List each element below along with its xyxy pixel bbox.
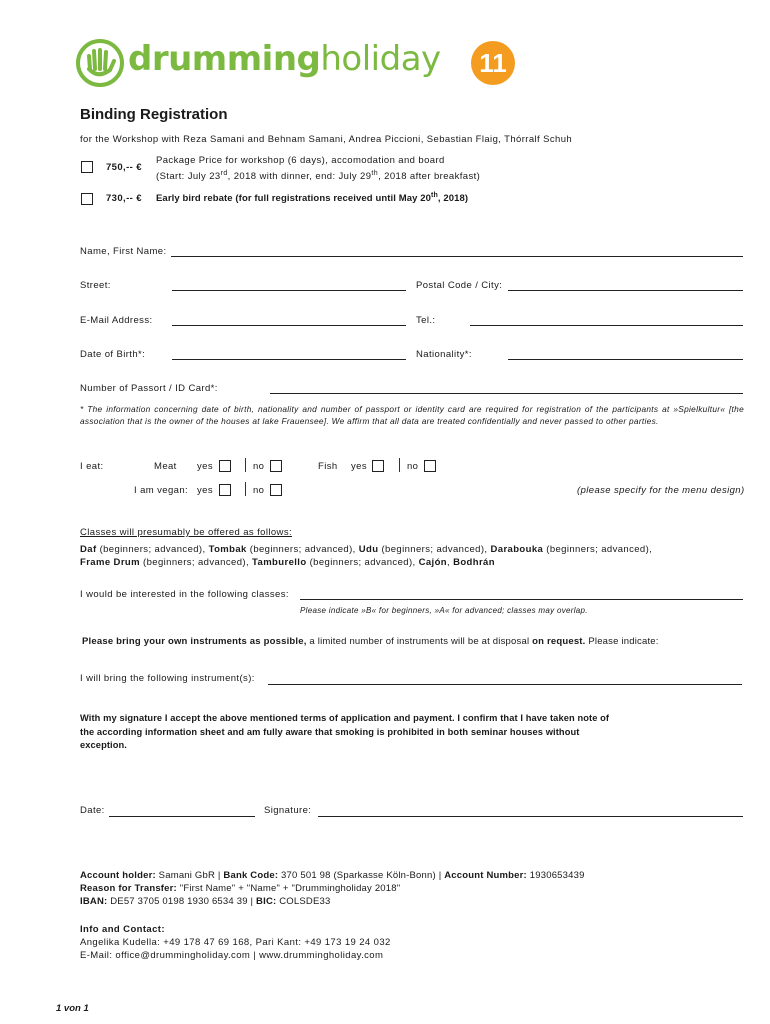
signature-label: Signature:	[264, 805, 312, 816]
email-field[interactable]	[172, 325, 406, 326]
logo	[76, 37, 526, 89]
fish-yes-label: yes	[351, 461, 367, 472]
classes-list-line2: Frame Drum (beginners; advanced), Tamburello (beginners; advanced), Cajón, Bodhrán	[80, 557, 495, 568]
interest-label: I would be interested in the following classes:	[80, 589, 289, 600]
signature-field[interactable]	[318, 816, 743, 817]
classes-list-line1: Daf (beginners; advanced), Tombak (beginners; advanced), Udu (beginners; advanced), Darabouka (beginners; advanced),	[80, 544, 653, 555]
class-name: Darabouka	[490, 544, 544, 555]
meat-no-label: no	[253, 461, 265, 472]
menu-note: (please specify for the menu design)	[577, 485, 745, 496]
page-title: Binding Registration	[80, 106, 228, 123]
class-name: Daf	[80, 544, 97, 555]
food-label: I eat:	[80, 461, 104, 472]
page-number: 1 von 1	[56, 1003, 89, 1014]
fish-yes-checkbox[interactable]	[372, 460, 384, 472]
vegan-no-checkbox[interactable]	[270, 484, 282, 496]
early-bird-text: Early bird rebate (for full registrations received until May 20th, 2018)	[156, 192, 469, 205]
email-label: E-Mail Address:	[80, 315, 153, 326]
logo-badge-number: 11	[479, 48, 507, 78]
vegan-no-label: no	[253, 485, 265, 496]
nationality-field[interactable]	[508, 359, 743, 360]
package-checkbox[interactable]	[81, 161, 93, 173]
hand-drum-icon	[76, 39, 124, 87]
fish-label: Fish	[318, 461, 338, 472]
class-name: Cajón	[418, 557, 447, 568]
date-field[interactable]	[109, 816, 255, 817]
contact-phones: Angelika Kudella: +49 178 47 69 168, Pari Kant: +49 173 19 24 032	[80, 937, 391, 948]
logo-badge	[471, 41, 515, 85]
package-line1: Package Price for workshop (6 days), accomodation and board	[156, 155, 445, 166]
interest-field[interactable]	[300, 599, 743, 600]
early-bird-checkbox[interactable]	[81, 193, 93, 205]
logo-word-bold: drumming	[128, 39, 321, 79]
subtitle: for the Workshop with Reza Samani and Behnam Samani, Andrea Piccioni, Sebastian Flaig, Thórralf Schuh	[80, 134, 573, 145]
bring-field[interactable]	[268, 684, 742, 685]
bank-line2: Reason for Transfer: "First Name" + "Name" + "Drummingholiday 2018"	[80, 883, 401, 894]
street-label: Street:	[80, 280, 111, 291]
passport-field[interactable]	[270, 393, 743, 394]
package-price: 750,-- €	[106, 162, 142, 173]
vegan-yes-checkbox[interactable]	[219, 484, 231, 496]
bring-label: I will bring the following instrument(s):	[80, 673, 255, 684]
divider	[245, 458, 246, 472]
early-bird-price: 730,-- €	[106, 193, 142, 204]
bank-line3: IBAN: DE57 3705 0198 1930 6534 39 | BIC: COLSDE33	[80, 896, 331, 907]
package-line2: (Start: July 23rd, 2018 with dinner, end: July 29th, 2018 after breakfast)	[156, 170, 481, 183]
postal-field[interactable]	[508, 290, 743, 291]
name-label: Name, First Name:	[80, 246, 167, 257]
dob-field[interactable]	[172, 359, 406, 360]
class-name: Udu	[358, 544, 379, 555]
classes-heading: Classes will presumably be offered as follows:	[80, 527, 293, 538]
bank-line1: Account holder: Samani GbR | Bank Code: 370 501 98 (Sparkasse Köln-Bonn) | Account Number: 1930653439	[80, 870, 585, 881]
class-name: Frame Drum	[80, 557, 140, 568]
divider	[245, 482, 246, 496]
classes-hint: Please indicate »B« for beginners, »A« for advanced; classes may overlap.	[300, 606, 588, 615]
meat-label: Meat	[154, 461, 177, 472]
street-field[interactable]	[172, 290, 406, 291]
instruments-note: Please bring your own instruments as possible, a limited number of instruments will be at disposal on request. Please indicate:	[82, 636, 659, 647]
vegan-label: I am vegan:	[134, 485, 189, 496]
meat-yes-label: yes	[197, 461, 213, 472]
class-name: Bodhrán	[453, 557, 495, 568]
name-field[interactable]	[171, 256, 743, 257]
divider	[399, 458, 400, 472]
class-name: Tombak	[208, 544, 247, 555]
postal-label: Postal Code / City:	[416, 280, 503, 291]
contact-web: E-Mail: office@drummingholiday.com | www.drummingholiday.com	[80, 950, 384, 961]
meat-yes-checkbox[interactable]	[219, 460, 231, 472]
fish-no-label: no	[407, 461, 419, 472]
signature-statement: With my signature I accept the above mentioned terms of application and payment. I confirm that I have taken note of the according information sheet and am fully aware that smoking is prohibited in both seminar houses without exception.	[80, 713, 610, 750]
passport-label: Number of Passort / ID Card*:	[80, 383, 218, 394]
fish-no-checkbox[interactable]	[424, 460, 436, 472]
vegan-yes-label: yes	[197, 485, 213, 496]
tel-label: Tel.:	[416, 315, 436, 326]
meat-no-checkbox[interactable]	[270, 460, 282, 472]
nationality-label: Nationality*:	[416, 349, 472, 360]
date-label: Date:	[80, 805, 105, 816]
contact-heading: Info and Contact:	[80, 924, 165, 935]
logo-word-light: holiday	[320, 39, 441, 79]
class-name: Tamburello	[252, 557, 307, 568]
footnote: * The information concerning date of birth, nationality and number of passport or identity card are required for registration of the participants at »Spielkultur« [the association that is the owner of the houses at lake Frauensee]. We affirm that all data are treated confidentially and never passed to other parties.	[80, 404, 744, 426]
dob-label: Date of Birth*:	[80, 349, 146, 360]
tel-field[interactable]	[470, 325, 743, 326]
